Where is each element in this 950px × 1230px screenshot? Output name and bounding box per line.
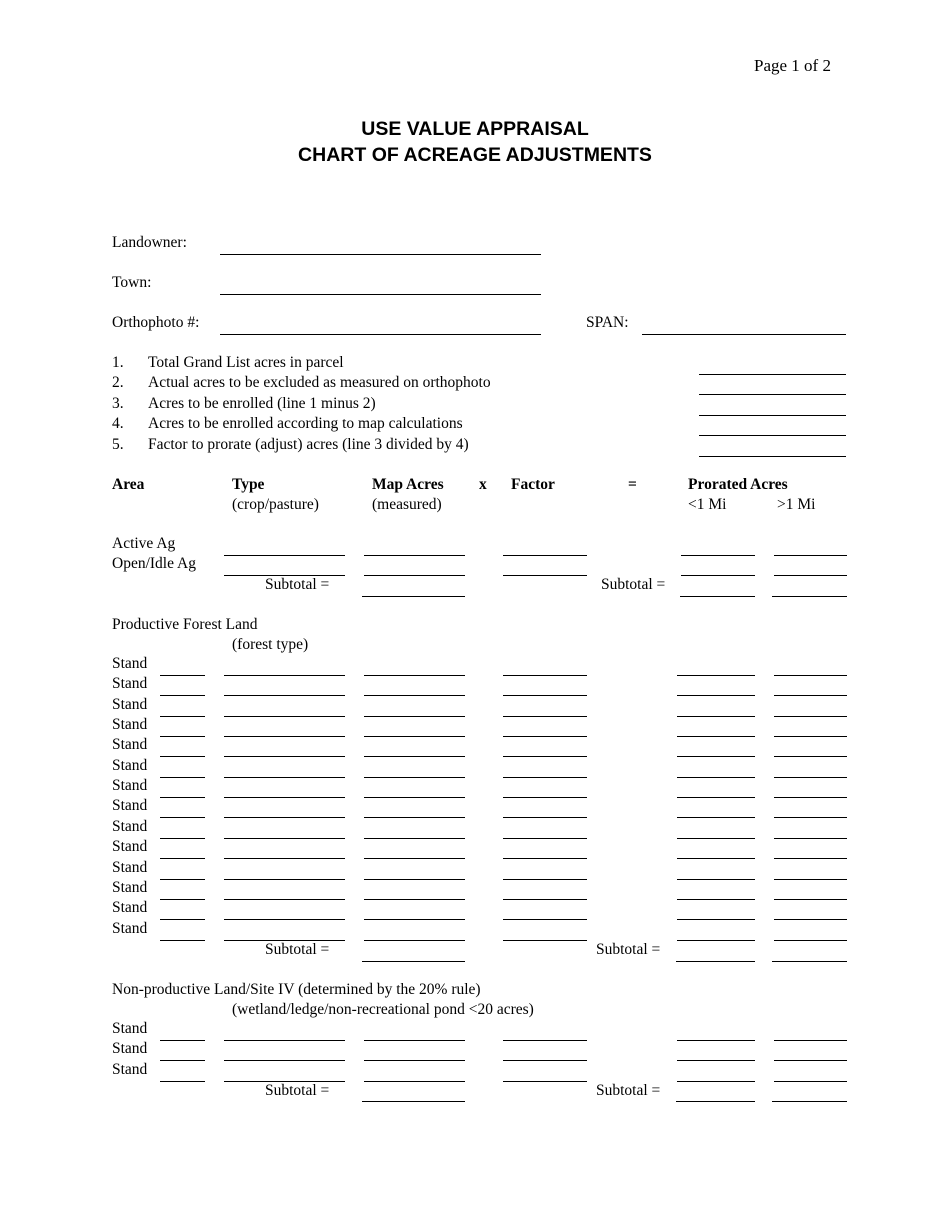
col-equals: = bbox=[628, 476, 637, 493]
col-type: Type bbox=[232, 476, 265, 493]
stand-label: Stand bbox=[112, 817, 148, 835]
forest-gt1-field[interactable] bbox=[774, 858, 847, 859]
town-label: Town: bbox=[112, 274, 152, 291]
forest-subtotal-lt1-field[interactable] bbox=[676, 961, 755, 962]
forest-type-field[interactable] bbox=[224, 695, 345, 696]
forest-gt1-field[interactable] bbox=[774, 817, 847, 818]
stand-number-field[interactable] bbox=[160, 940, 205, 941]
step-answer-field[interactable] bbox=[699, 456, 846, 457]
nonprod-gt1-field[interactable] bbox=[774, 1040, 847, 1041]
stand-number-field[interactable] bbox=[160, 716, 205, 717]
forest-gt1-field[interactable] bbox=[774, 919, 847, 920]
forest-map-acres-field[interactable] bbox=[364, 838, 465, 839]
forest-lt1-field[interactable] bbox=[677, 797, 755, 798]
forest-factor-field[interactable] bbox=[503, 695, 587, 696]
forest-gt1-field[interactable] bbox=[774, 756, 847, 757]
span-field[interactable] bbox=[642, 334, 846, 335]
landowner-label: Landowner: bbox=[112, 234, 187, 251]
forest-map-acres-field[interactable] bbox=[364, 899, 465, 900]
step-text: Acres to be enrolled (line 1 minus 2) bbox=[148, 394, 376, 412]
orthophoto-field[interactable] bbox=[220, 334, 541, 335]
nonprod-lt1-field[interactable] bbox=[677, 1081, 755, 1082]
forest-map-acres-field[interactable] bbox=[364, 736, 465, 737]
forest-lt1-field[interactable] bbox=[677, 675, 755, 676]
forest-map-acres-field[interactable] bbox=[364, 919, 465, 920]
forest-type-field[interactable] bbox=[224, 858, 345, 859]
ag-map-acres-field[interactable] bbox=[364, 555, 465, 556]
stand-label: Stand bbox=[112, 1060, 148, 1078]
forest-lt1-field[interactable] bbox=[677, 695, 755, 696]
forest-map-acres-field[interactable] bbox=[364, 797, 465, 798]
ag-type-field[interactable] bbox=[224, 555, 345, 556]
forest-map-acres-field[interactable] bbox=[364, 716, 465, 717]
forest-lt1-field[interactable] bbox=[677, 919, 755, 920]
forest-gt1-field[interactable] bbox=[774, 675, 847, 676]
forest-gt1-field[interactable] bbox=[774, 797, 847, 798]
stand-label: Stand bbox=[112, 899, 148, 917]
nonprod-subtotal-label: Subtotal = bbox=[265, 1082, 330, 1099]
stand-label: Stand bbox=[112, 797, 148, 815]
stand-number-field[interactable] bbox=[160, 695, 205, 696]
title-line-2: CHART OF ACREAGE ADJUSTMENTS bbox=[298, 144, 652, 166]
step-number: 5. bbox=[112, 435, 124, 453]
ag-subtotal-label: Subtotal = bbox=[265, 576, 330, 593]
forest-factor-field[interactable] bbox=[503, 716, 587, 717]
forest-type-field[interactable] bbox=[224, 777, 345, 778]
forest-map-acres-field[interactable] bbox=[364, 817, 465, 818]
forest-gt1-field[interactable] bbox=[774, 777, 847, 778]
stand-number-field[interactable] bbox=[160, 1081, 205, 1082]
stand-label: Stand bbox=[112, 878, 148, 896]
forest-factor-field[interactable] bbox=[503, 777, 587, 778]
ag-factor-field[interactable] bbox=[503, 575, 587, 576]
forest-type-field[interactable] bbox=[224, 797, 345, 798]
stand-number-field[interactable] bbox=[160, 756, 205, 757]
stand-label: Stand bbox=[112, 838, 148, 856]
stand-label: Stand bbox=[112, 736, 148, 754]
forest-type-field[interactable] bbox=[224, 919, 345, 920]
forest-factor-field[interactable] bbox=[503, 899, 587, 900]
forest-type-field[interactable] bbox=[224, 899, 345, 900]
forest-lt1-field[interactable] bbox=[677, 756, 755, 757]
forest-factor-field[interactable] bbox=[503, 940, 587, 941]
forest-factor-field[interactable] bbox=[503, 756, 587, 757]
forest-lt1-field[interactable] bbox=[677, 777, 755, 778]
step-text: Total Grand List acres in parcel bbox=[148, 354, 344, 371]
stand-number-field[interactable] bbox=[160, 736, 205, 737]
forest-type-field[interactable] bbox=[224, 716, 345, 717]
step-answer-field[interactable] bbox=[699, 394, 846, 395]
nonprod-subtotal-lt1-field[interactable] bbox=[676, 1101, 755, 1102]
nonprod-subtotal-gt1-field[interactable] bbox=[772, 1101, 847, 1102]
forest-factor-field[interactable] bbox=[503, 797, 587, 798]
forest-lt1-field[interactable] bbox=[677, 899, 755, 900]
nonprod-gt1-field[interactable] bbox=[774, 1060, 847, 1061]
nonprod-map-acres-field[interactable] bbox=[364, 1081, 465, 1082]
forest-gt1-field[interactable] bbox=[774, 838, 847, 839]
nonprod-type-field[interactable] bbox=[224, 1040, 345, 1041]
stand-label: Stand bbox=[112, 716, 148, 734]
forest-lt1-field[interactable] bbox=[677, 838, 755, 839]
nonprod-factor-field[interactable] bbox=[503, 1060, 587, 1061]
stand-number-field[interactable] bbox=[160, 919, 205, 920]
stand-number-field[interactable] bbox=[160, 777, 205, 778]
span-label: SPAN: bbox=[586, 314, 629, 331]
nonprod-sub: (wetland/ledge/non-recreational pond <20 acres) bbox=[232, 1001, 534, 1018]
forest-sub: (forest type) bbox=[232, 636, 309, 653]
stand-label: Stand bbox=[112, 919, 148, 937]
forest-map-acres-field[interactable] bbox=[364, 858, 465, 859]
forest-map-acres-field[interactable] bbox=[364, 675, 465, 676]
step-answer-field[interactable] bbox=[699, 374, 846, 375]
forest-lt1-field[interactable] bbox=[677, 716, 755, 717]
ag-lt1-field[interactable] bbox=[681, 555, 755, 556]
stand-number-field[interactable] bbox=[160, 817, 205, 818]
forest-lt1-field[interactable] bbox=[677, 879, 755, 880]
forest-lt1-field[interactable] bbox=[677, 736, 755, 737]
forest-type-field[interactable] bbox=[224, 675, 345, 676]
orthophoto-label: Orthophoto #: bbox=[112, 314, 200, 331]
ag-factor-field[interactable] bbox=[503, 555, 587, 556]
forest-factor-field[interactable] bbox=[503, 817, 587, 818]
page-number: Page 1 of 2 bbox=[754, 56, 831, 75]
step-number: 4. bbox=[112, 415, 124, 433]
open-idle-ag-label: Open/Idle Ag bbox=[112, 555, 196, 572]
forest-map-acres-field[interactable] bbox=[364, 756, 465, 757]
nonprod-gt1-field[interactable] bbox=[774, 1081, 847, 1082]
nonprod-factor-field[interactable] bbox=[503, 1081, 587, 1082]
stand-number-field[interactable] bbox=[160, 858, 205, 859]
col-map-acres-sub: (measured) bbox=[372, 496, 442, 513]
stand-number-field[interactable] bbox=[160, 675, 205, 676]
ag-subtotal-map-field[interactable] bbox=[362, 596, 465, 597]
ag-subtotal-lt1-field[interactable] bbox=[680, 596, 755, 597]
stand-label: Stand bbox=[112, 1020, 148, 1037]
forest-subtotal-map-field[interactable] bbox=[362, 961, 465, 962]
forest-map-acres-field[interactable] bbox=[364, 777, 465, 778]
step-text: Acres to be enrolled according to map calculations bbox=[148, 415, 463, 433]
stand-label: Stand bbox=[112, 777, 148, 795]
step-number: 2. bbox=[112, 374, 124, 392]
forest-heading: Productive Forest Land bbox=[112, 616, 258, 633]
forest-type-field[interactable] bbox=[224, 736, 345, 737]
stand-number-field[interactable] bbox=[160, 1060, 205, 1061]
step-text: Actual acres to be excluded as measured on orthophoto bbox=[148, 374, 491, 392]
forest-subtotal-right-label: Subtotal = bbox=[596, 941, 661, 958]
stand-number-field[interactable] bbox=[160, 879, 205, 880]
col-map-acres: Map Acres bbox=[372, 476, 444, 493]
nonprod-subtotal-map-field[interactable] bbox=[362, 1101, 465, 1102]
ag-gt1-field[interactable] bbox=[774, 555, 847, 556]
col-type-sub: (crop/pasture) bbox=[232, 496, 319, 513]
nonprod-lt1-field[interactable] bbox=[677, 1060, 755, 1061]
stand-label: Stand bbox=[112, 858, 148, 876]
ag-gt1-field[interactable] bbox=[774, 575, 847, 576]
forest-factor-field[interactable] bbox=[503, 838, 587, 839]
landowner-field[interactable] bbox=[220, 254, 541, 255]
forest-gt1-field[interactable] bbox=[774, 736, 847, 737]
step-answer-field[interactable] bbox=[699, 435, 846, 436]
stand-label: Stand bbox=[112, 1040, 148, 1058]
forest-factor-field[interactable] bbox=[503, 879, 587, 880]
col-lt1: <1 Mi bbox=[688, 496, 727, 513]
forest-type-field[interactable] bbox=[224, 756, 345, 757]
forest-type-field[interactable] bbox=[224, 838, 345, 839]
nonprod-map-acres-field[interactable] bbox=[364, 1040, 465, 1041]
col-times: x bbox=[479, 476, 487, 493]
forest-type-field[interactable] bbox=[224, 879, 345, 880]
nonprod-type-field[interactable] bbox=[224, 1060, 345, 1061]
forest-subtotal-label: Subtotal = bbox=[265, 941, 330, 958]
forest-map-acres-field[interactable] bbox=[364, 940, 465, 941]
step-number: 3. bbox=[112, 394, 124, 412]
forest-lt1-field[interactable] bbox=[677, 858, 755, 859]
ag-map-acres-field[interactable] bbox=[364, 575, 465, 576]
col-area: Area bbox=[112, 476, 145, 493]
town-field[interactable] bbox=[220, 294, 541, 295]
stand-number-field[interactable] bbox=[160, 1040, 205, 1041]
forest-factor-field[interactable] bbox=[503, 858, 587, 859]
forest-factor-field[interactable] bbox=[503, 736, 587, 737]
ag-subtotal-right-label: Subtotal = bbox=[601, 576, 666, 593]
forest-map-acres-field[interactable] bbox=[364, 695, 465, 696]
forest-lt1-field[interactable] bbox=[677, 817, 755, 818]
stand-label: Stand bbox=[112, 756, 148, 774]
step-text: Factor to prorate (adjust) acres (line 3 divided by 4) bbox=[148, 435, 469, 453]
nonprod-subtotal-right-label: Subtotal = bbox=[596, 1082, 661, 1099]
ag-subtotal-gt1-field[interactable] bbox=[772, 596, 847, 597]
step-number: 1. bbox=[112, 354, 124, 371]
stand-label: Stand bbox=[112, 695, 148, 713]
ag-lt1-field[interactable] bbox=[681, 575, 755, 576]
forest-map-acres-field[interactable] bbox=[364, 879, 465, 880]
forest-gt1-field[interactable] bbox=[774, 716, 847, 717]
col-factor: Factor bbox=[511, 476, 555, 493]
title-line-1: USE VALUE APPRAISAL bbox=[361, 118, 589, 140]
forest-type-field[interactable] bbox=[224, 817, 345, 818]
col-gt1: >1 Mi bbox=[777, 496, 816, 513]
stand-number-field[interactable] bbox=[160, 899, 205, 900]
stand-number-field[interactable] bbox=[160, 838, 205, 839]
forest-gt1-field[interactable] bbox=[774, 695, 847, 696]
nonprod-map-acres-field[interactable] bbox=[364, 1060, 465, 1061]
forest-factor-field[interactable] bbox=[503, 675, 587, 676]
forest-lt1-field[interactable] bbox=[677, 940, 755, 941]
forest-gt1-field[interactable] bbox=[774, 899, 847, 900]
stand-label: Stand bbox=[112, 675, 148, 693]
forest-gt1-field[interactable] bbox=[774, 879, 847, 880]
stand-number-field[interactable] bbox=[160, 797, 205, 798]
stand-label: Stand bbox=[112, 655, 148, 672]
nonprod-factor-field[interactable] bbox=[503, 1040, 587, 1041]
nonprod-lt1-field[interactable] bbox=[677, 1040, 755, 1041]
forest-subtotal-gt1-field[interactable] bbox=[772, 961, 847, 962]
step-answer-field[interactable] bbox=[699, 415, 846, 416]
nonprod-heading: Non-productive Land/Site IV (determined by the 20% rule) bbox=[112, 981, 481, 998]
forest-factor-field[interactable] bbox=[503, 919, 587, 920]
forest-gt1-field[interactable] bbox=[774, 940, 847, 941]
active-ag-label: Active Ag bbox=[112, 535, 176, 552]
col-prorated: Prorated Acres bbox=[688, 476, 788, 493]
